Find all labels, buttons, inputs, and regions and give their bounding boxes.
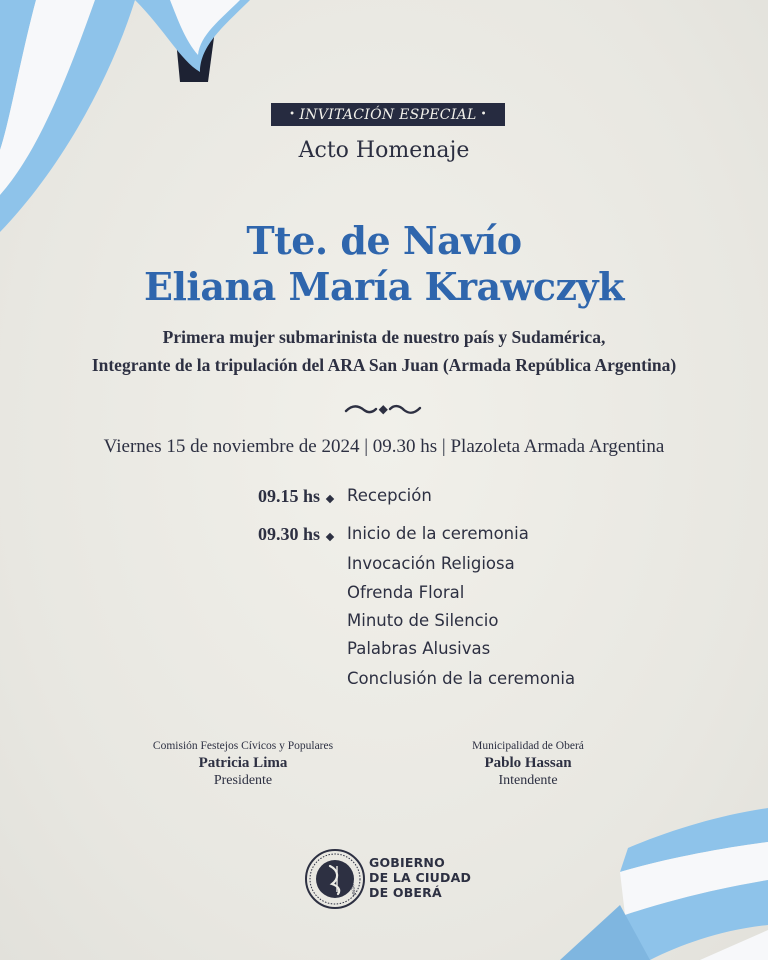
special-invitation-badge (271, 103, 505, 126)
ribbon-top-curl (135, 0, 250, 72)
ribbon-bottom-band-1 (620, 808, 768, 872)
government-logo-text (369, 855, 471, 900)
logo-line-2: DE LA CIUDAD (369, 870, 472, 885)
signature-role: Presidente (213, 773, 273, 788)
description-line-1: Primera mujer submarinista de nuestro país y Sudamérica, (162, 327, 606, 347)
event-subtitle: Acto Homenaje (298, 138, 470, 163)
signature-org: Comisión Festejos Cívicos y Populares (152, 740, 334, 752)
ribbon-dark-fold (176, 30, 215, 82)
schedule-item: Invocación Religiosa (347, 554, 515, 573)
schedule-time: 09.30 hs (257, 524, 320, 544)
schedule-item: Ofrenda Floral (347, 583, 465, 602)
city-seal-logo-icon (304, 848, 366, 910)
signature-name: Pablo Hassan (484, 755, 572, 771)
description-line-2: Integrante de la tripulación del ARA San Juan (Armada República Argentina) (91, 355, 677, 375)
schedule-time: 09.15 hs (257, 486, 320, 506)
bullet-diamond-icon (326, 533, 334, 541)
schedule-item: Conclusión de la ceremonia (347, 669, 576, 688)
signature-role: Intendente (498, 773, 558, 788)
schedule-row (0, 639, 768, 667)
schedule-item: Recepción (347, 486, 432, 505)
ribbon-bottom-fold (560, 905, 650, 960)
ribbon-bottom-tail (700, 930, 768, 960)
ribbon-top-curl-white (170, 0, 240, 55)
signature-right (398, 740, 658, 789)
schedule-row (0, 486, 768, 514)
schedule-item: Inicio de la ceremonia (347, 524, 529, 543)
schedule-row (0, 669, 768, 697)
schedule-row (0, 611, 768, 639)
event-date-time-place: Viernes 15 de noviembre de 2024 | 09.30 hs | Plazoleta Armada Argentina (103, 436, 665, 457)
badge-bullet-right: • (480, 109, 487, 120)
bullet-diamond-icon (326, 495, 334, 503)
ribbon-top-blue-band (0, 0, 36, 150)
ribbon-top-white-band (0, 0, 95, 195)
schedule-row (0, 554, 768, 582)
seal-text: OBERÁ (348, 880, 356, 897)
honoree-name: Eliana María Krawczyk (144, 264, 624, 309)
ribbon-bottom-band-2 (620, 842, 768, 915)
schedule-row (0, 524, 768, 552)
schedule-row (0, 583, 768, 611)
schedule-item: Minuto de Silencio (347, 611, 499, 630)
logo-line-1: GOBIERNO (369, 855, 445, 870)
badge-text: INVITACIÓN ESPECIAL (299, 106, 477, 123)
schedule-item: Palabras Alusivas (347, 639, 491, 658)
ribbon-bottom-band-3 (600, 880, 768, 960)
signature-left (113, 740, 373, 789)
badge-bullet-left: • (289, 109, 296, 120)
honoree-rank: Tte. de Navío (246, 218, 522, 263)
ribbon-top-blue-band-2 (0, 0, 135, 232)
divider-ornament-icon (344, 402, 424, 418)
signature-org: Municipalidad de Oberá (472, 740, 584, 752)
logo-line-3: DE OBERÁ (369, 885, 442, 900)
signature-name: Patricia Lima (198, 755, 288, 771)
